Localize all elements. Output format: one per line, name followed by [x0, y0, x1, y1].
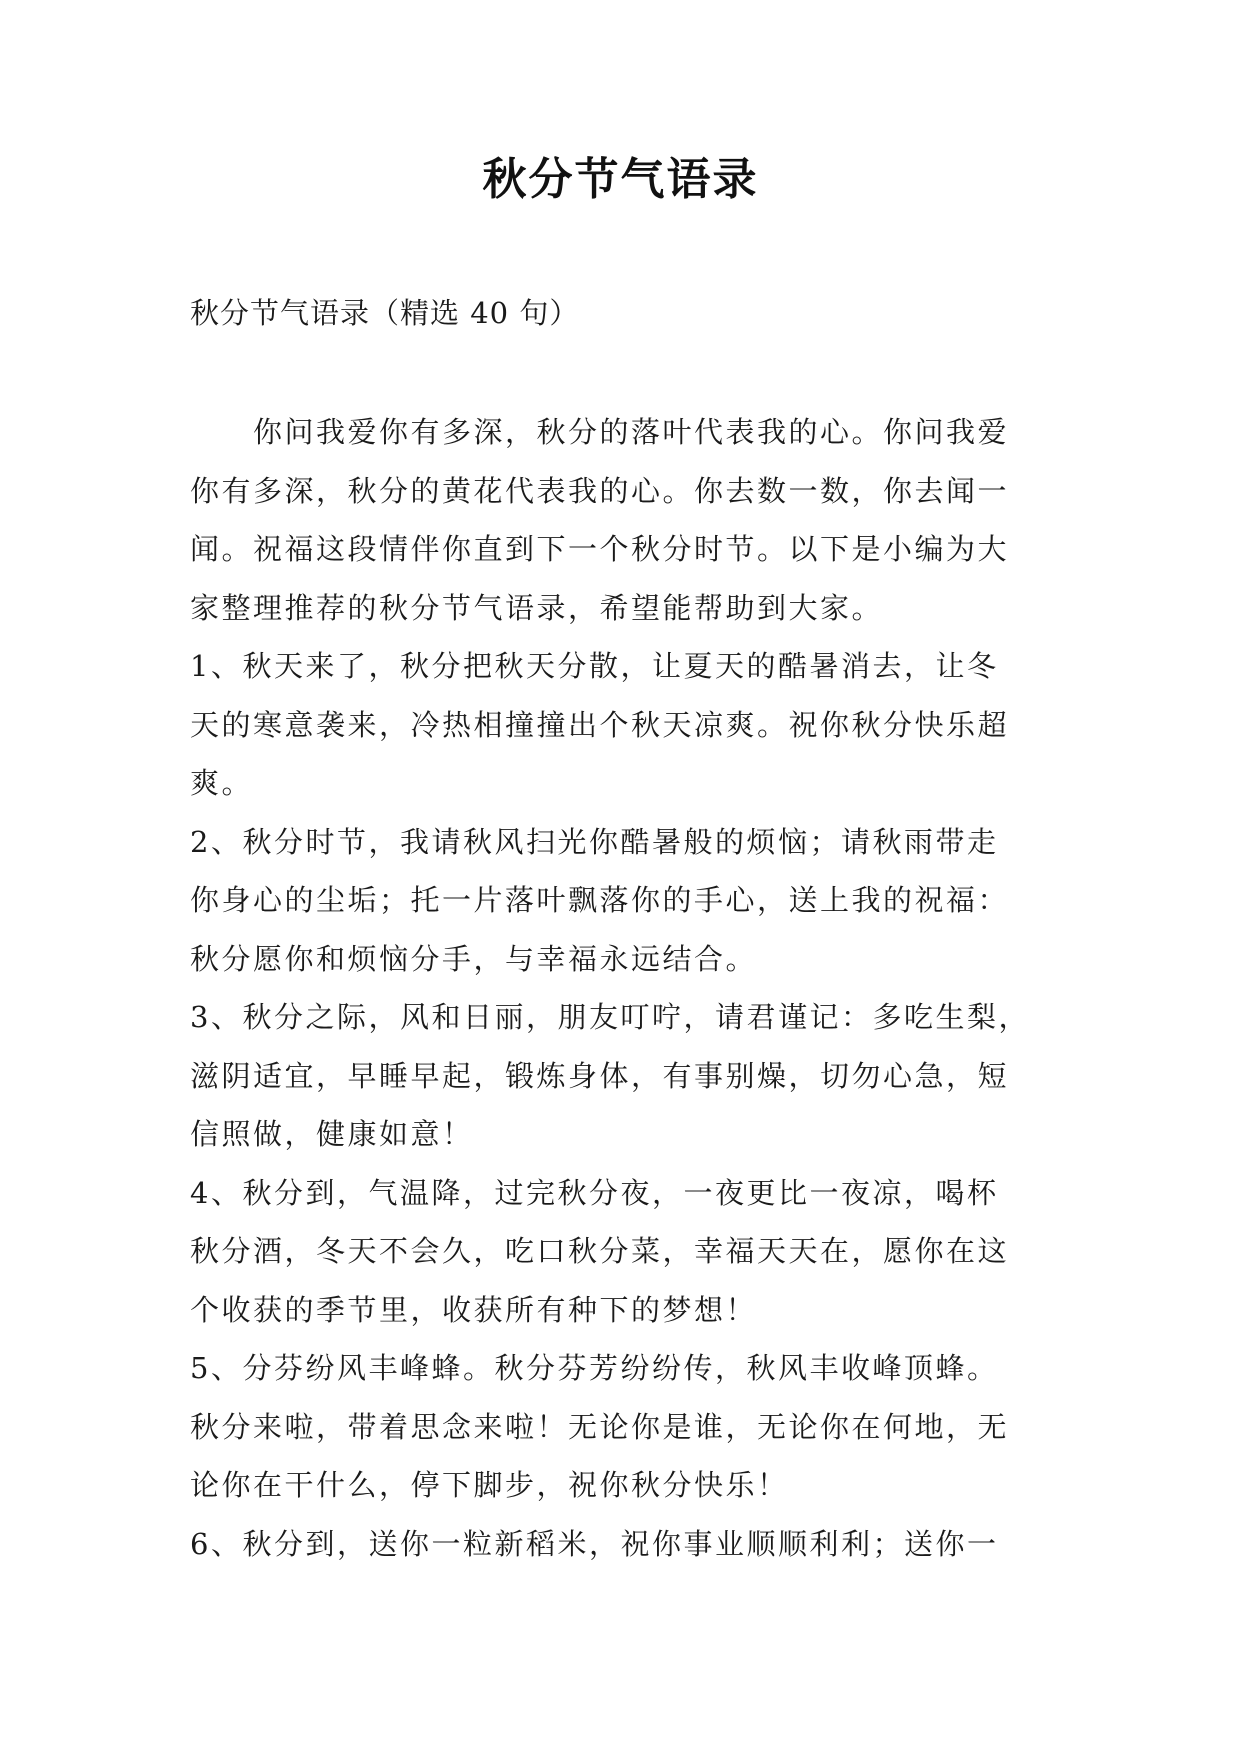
- text-line: 天的寒意袭来，冷热相撞撞出个秋天凉爽。祝你秋分快乐超: [190, 707, 1010, 742]
- text-line: 你有多深，秋分的黄花代表我的心。你去数一数，你去闻一: [190, 473, 1010, 508]
- text-line: 4、秋分到，气温降，过完秋分夜，一夜更比一夜凉，喝杯: [190, 1175, 999, 1210]
- text-line: 秋分愿你和烦恼分手，与幸福永远结合。: [190, 941, 758, 976]
- document-title: 秋分节气语录: [482, 154, 759, 205]
- text-line: 家整理推荐的秋分节气语录，希望能帮助到大家。: [190, 590, 884, 625]
- document-subtitle: 秋分节气语录（精选 40 句）: [190, 296, 580, 330]
- text-line: 你问我爱你有多深，秋分的落叶代表我的心。你问我爱: [190, 415, 1010, 449]
- text-line: 闻。祝福这段情伴你直到下一个秋分时节。以下是小编为大: [190, 532, 1010, 566]
- text-line: 个收获的季节里，收获所有种下的梦想！: [190, 1292, 758, 1327]
- text-line: 3、秋分之际，风和日丽，朋友叮咛，请君谨记：多吃生梨，: [190, 1000, 1030, 1034]
- text-line: 滋阴适宜，早睡早起，锻炼身体，有事别燥，切勿心急，短: [190, 1058, 1010, 1093]
- document-body: [190, 403, 1050, 1573]
- text-line: 秋分来啦，带着思念来啦！无论你是谁，无论你在何地，无: [190, 1409, 1010, 1444]
- text-line: 5、分芬纷风丰峰蜂。秋分芬芳纷纷传，秋风丰收峰顶蜂。: [190, 1351, 999, 1385]
- text-line: 论你在干什么，停下脚步，祝你秋分快乐！: [190, 1468, 789, 1502]
- text-line: 秋分酒，冬天不会久，吃口秋分菜，幸福天天在，愿你在这: [190, 1234, 1010, 1268]
- text-line: 你身心的尘垢；托一片落叶飘落你的手心，送上我的祝福：: [190, 883, 1010, 917]
- text-line: 1、秋天来了，秋分把秋天分散，让夏天的酷暑消去，让冬: [190, 649, 999, 683]
- text-line: 信照做，健康如意！: [190, 1117, 474, 1151]
- text-line: 6、秋分到，送你一粒新稻米，祝你事业顺顺利利；送你一: [190, 1526, 999, 1561]
- text-line: 2、秋分时节，我请秋风扫光你酷暑般的烦恼；请秋雨带走: [190, 824, 999, 859]
- text-line: 爽。: [190, 766, 254, 800]
